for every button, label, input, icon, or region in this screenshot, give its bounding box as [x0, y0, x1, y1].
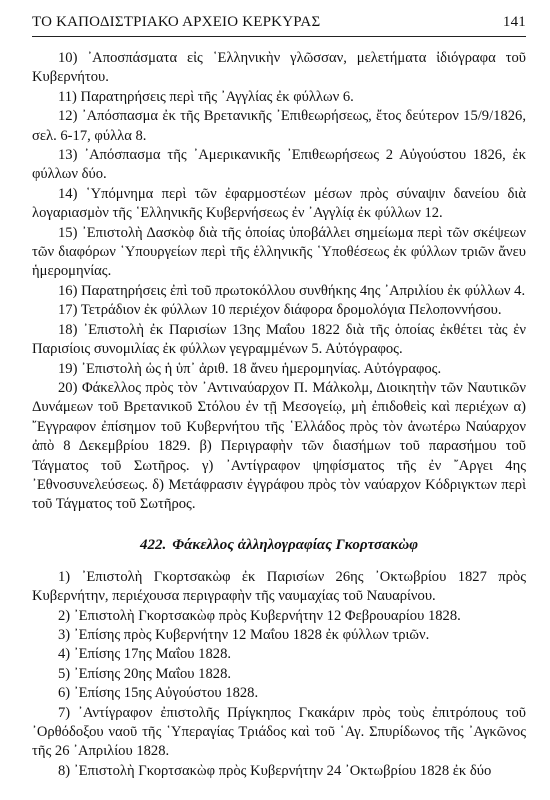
document-page	[32, 14, 526, 781]
entry-paragraph: 10) ᾿Αποσπάσματα εἰς ῾Ελληνικὴν γλῶσσαν, μελετήματα ἰδιόγραφα τοῦ Κυβερνήτου.	[32, 50, 526, 86]
entry-paragraph: 19) ᾿Επιστολὴ ὡς ἡ ὑπ᾿ ἀριθ. 18 ἄνευ ἡμερομηνίας. Αὐτόγραφος.	[58, 360, 442, 377]
entry-paragraph: 7) ᾿Αντίγραφον ἐπιστολῆς Πρίγκηπος Γκακάριν πρὸς τοὺς ἐπιτρόπους τοῦ ᾿Ορθόδοξου ναοῦ τῆς ῾Υπεραγίας Τριάδος καὶ τοῦ ῾Αγ. Σπυρίδωνος τῆς ᾿Αγκῶνος τῆς 26 ᾿Απριλίου 1828.	[32, 704, 526, 760]
entry-paragraph: 3) ᾿Επίσης πρὸς Κυβερνήτην 12 Μαΐου 1828 ἐκ φύλλων τριῶν.	[58, 626, 430, 643]
entry-paragraph: 5) ᾿Επίσης 20ης Μαΐου 1828.	[58, 665, 232, 682]
entry-paragraph: 17) Τετράδιον ἐκ φύλλων 10 περιέχον διάφορα δρομολόγια Πελοποννήσου.	[58, 302, 502, 319]
entry-paragraph: 20) Φάκελλος πρὸς τὸν ᾿Αντιναύαρχον Π. Μάλκολμ, Διοικητὴν τῶν Ναυτικῶν Δυνάμεων τοῦ Βρετανικοῦ Στόλου ἐν τῇ Μεσογείῳ, μὴ ἐπιδοθεὶς καὶ περιέχων α) ῎Εγγραφον ἐπίσημον τοῦ Κυβερνήτου τῆς ῾Ελλάδος πρὸς τὸν ἀνωτέρω Ναύαρχον ἀπὸ 8 Δεκεμβρίου 1829. β) Περιγραφὴν τῶν διασήμων τοῦ παρασήμου τοῦ Τάγματος τοῦ Σωτῆρος. γ) ᾿Αντίγραφον ψηφίσματος τῆς ἐν ῎Αργει 4ης ᾿Εθνοσυνελεύσεως. δ) Μετάφρασιν ἐγγράφου πρὸς τὸν ναύαρχον Κόδριγκτων περὶ τοῦ Τάγματος τοῦ Σωτῆρος.	[32, 379, 526, 513]
entry-paragraph: 13) ᾿Απόσπασμα τῆς ᾿Αμερικανικῆς ᾿Επιθεωρήσεως 2 Αὐγούστου 1826, ἐκ φύλλων δύο.	[32, 147, 526, 183]
entry-paragraph: 6) ᾿Επίσης 15ης Αὐγούστου 1828.	[58, 685, 259, 702]
running-header	[32, 14, 526, 37]
section-number: 422.	[139, 536, 167, 553]
entry-paragraph: 11) Παρατηρήσεις περὶ τῆς ᾿Αγγλίας ἐκ φύλλων 6.	[58, 88, 354, 105]
entry-paragraph: 2) ᾿Επιστολὴ Γκορτσακὼφ πρὸς Κυβερνήτην 12 Φεβρουαρίου 1828.	[58, 607, 461, 624]
page-number: 141	[502, 14, 526, 30]
entry-paragraph: 4) ᾿Επίσης 17ης Μαΐου 1828.	[58, 646, 232, 663]
entry-paragraph: 15) ᾿Επιστολὴ Δασκὸφ διὰ τῆς ὁποίας ὑποβάλλει σημείωμα περὶ τῶν σκέψεων τῶν διαφόρων ῾Υπουργείων περὶ τῆς ἑλληνικῆς ῾Υποθέσεως ἐκ φύλλων τριῶν ἄνευ ἡμερομηνίας.	[32, 224, 526, 280]
entry-paragraph: 14) ῾Υπόμνημα περὶ τῶν ἐφαρμοστέων μέσων πρὸς σύναψιν δανείου διὰ λογαριασμὸν τῆς ῾Ελληνικῆς Κυβερνήσεως ἐν ᾿Αγγλίᾳ ἐκ φύλλων 12.	[32, 185, 526, 222]
header-title: ΤΟ ΚΑΠΟΔΙΣΤΡΙΑΚΟ ΑΡΧΕΙΟ ΚΕΡΚΥΡΑΣ	[32, 14, 321, 30]
entry-paragraph: 18) ᾿Επιστολὴ ἐκ Παρισίων 13ης Μαΐου 1822 διὰ τῆς ὁποίας ἐκθέτει τὰς ἐν Παρισίοις συνομιλίας ἐκ φύλλων γεγραμμένων 5. Αὐτόγραφος.	[32, 321, 526, 358]
entries-list-b	[32, 568, 526, 781]
section-title: Φάκελλος ἀλληλογραφίας Γκορτσακὼφ	[172, 536, 419, 553]
entry-paragraph: 8) ᾿Επιστολὴ Γκορτσακὼφ πρὸς Κυβερνήτην 24 ᾿Οκτωβρίου 1828 ἐκ δύο	[58, 762, 492, 779]
entry-paragraph: 16) Παρατηρήσεις ἐπὶ τοῦ πρωτοκόλλου συνθήκης 4ης ᾿Απριλίου ἐκ φύλλων 4.	[58, 282, 526, 299]
entries-list-a	[32, 49, 526, 515]
entry-paragraph: 1) ᾿Επιστολὴ Γκορτσακὼφ ἐκ Παρισίων 26ης ᾿Οκτωβρίου 1827 πρὸς Κυβερνήτην, περιέχουσα περιγραφὴν τῆς ναυμαχίας τοῦ Ναυαρίνου.	[32, 568, 526, 605]
section-heading	[32, 537, 526, 554]
entry-paragraph: 12) ᾿Απόσπασμα ἐκ τῆς Βρετανικῆς ᾿Επιθεωρήσεως, ἔτος δεύτερον 15/9/1826, σελ. 6-17, φύλλα 8.	[32, 108, 526, 144]
